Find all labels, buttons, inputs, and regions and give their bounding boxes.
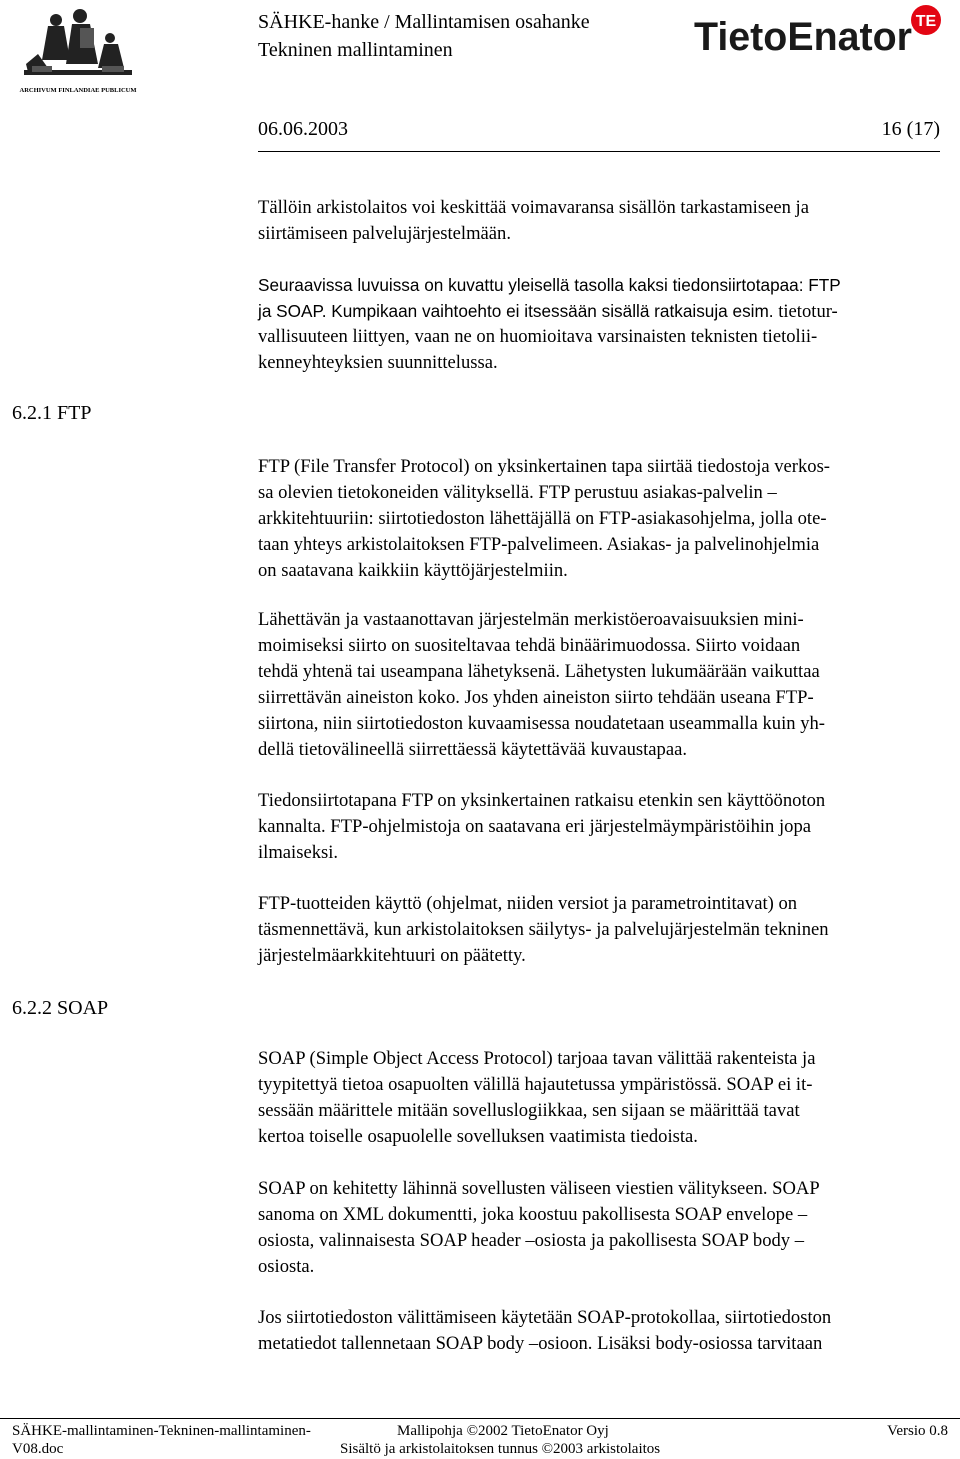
- footer-copyright: Sisältö ja arkistolaitoksen tunnus ©2003 arkistolaitos: [340, 1441, 661, 1457]
- text-line: sessään määrittele mitään sovelluslogiikkaa, sen sijaan se määrittää tavat: [258, 1100, 800, 1121]
- text-line: ja SOAP. Kumpikaan vaihtoehto ei itsessään sisällä ratkaisuja esim.: [258, 301, 774, 321]
- text-line: Seuraavissa luvuissa on kuvattu yleisellä tasolla kaksi tiedonsiirtotapaa: FTP: [258, 275, 841, 295]
- text-line: FTP (File Transfer Protocol) on yksinkertainen tapa siirtää tiedostoja verkos-: [258, 456, 831, 477]
- paragraph-ftp-definition: [258, 454, 948, 584]
- text-line: vallisuuteen liittyen, vaan ne on huomioitava varsinaisten teknisten tietolii-: [258, 326, 818, 347]
- text-line: FTP-tuotteiden käyttö (ohjelmat, niiden versiot ja parametrointitavat) on: [258, 893, 798, 914]
- text-line: tietotur-: [773, 301, 838, 322]
- text-line: osiosta.: [258, 1256, 315, 1277]
- text-line: Lähettävän ja vastaanottavan järjestelmän merkistöeroavaisuuksien mini-: [258, 609, 804, 630]
- text-line: siirtämiseen palvelujärjestelmään.: [258, 223, 511, 244]
- page-number: 16 (17): [881, 118, 940, 140]
- paragraph-ftp-simple: [258, 788, 948, 866]
- archive-logo: [18, 8, 138, 96]
- text-line: kannalta. FTP-ohjelmistoja on saatavana eri järjestelmäympäristöihin jopa: [258, 816, 812, 837]
- header-subtitle: Tekninen mallintaminen: [258, 39, 453, 61]
- text-line: kertoa toiselle osapuolelle sovelluksen vaatimista tiedoista.: [258, 1126, 698, 1147]
- brand-badge: TE: [915, 13, 937, 30]
- footer-filename-ext: V08.doc: [12, 1441, 64, 1457]
- paragraph-soap-metadata: [258, 1305, 948, 1357]
- text-line: sanoma on XML dokumentti, joka koostuu pakollisesta SOAP envelope –: [258, 1204, 808, 1225]
- section-heading-soap: 6.2.2 SOAP: [12, 997, 109, 1019]
- text-line: täsmennettävä, kun arkistolaitoksen säilytys- ja palvelujärjestelmän tekninen: [258, 919, 829, 940]
- text-line: Tiedonsiirtotapana FTP on yksinkertainen ratkaisu etenkin sen käyttöönoton: [258, 790, 826, 811]
- text-line: siirrettävän aineiston koko. Jos yhden aineiston siirto tehdään useana FTP-: [258, 687, 814, 708]
- text-line: dellä tietovälineellä siirrettäessä käytettävää kuvaustapaa.: [258, 739, 688, 760]
- text-line: SOAP on kehitetty lähinnä sovellusten väliseen viestien välitykseen. SOAP: [258, 1178, 820, 1199]
- text-line: kenneyhteyksien suunnittelussa.: [258, 352, 498, 373]
- paragraph-overview-cont: [258, 324, 948, 376]
- text-line: SOAP (Simple Object Access Protocol) tarjoaa tavan välittää rakenteista ja: [258, 1048, 816, 1069]
- header-title: SÄHKE-hanke / Mallintamisen osahanke: [258, 11, 590, 33]
- footer-filename: SÄHKE-mallintaminen-Tekninen-mallintaminen-: [12, 1423, 311, 1439]
- paragraph-ftp-products: [258, 891, 948, 969]
- text-line: Jos siirtotiedoston välittämiseen käytetään SOAP-protokollaa, siirtotiedoston: [258, 1307, 832, 1328]
- text-line: sa olevien tietokoneiden välityksellä. FTP perustuu asiakas-palvelin –: [258, 482, 777, 503]
- section-heading-ftp: 6.2.1 FTP: [12, 402, 92, 424]
- text-line: Tällöin arkistolaitos voi keskittää voimavaransa sisällön tarkastamiseen ja: [258, 197, 809, 218]
- text-line: arkkitehtuuriin: siirtotiedoston lähettäjällä on FTP-asiakasohjelma, jolla ote-: [258, 508, 827, 529]
- text-line: taan yhteys arkistolaitoksen FTP-palvelimeen. Asiakas- ja palvelinohjelmia: [258, 534, 820, 555]
- footer-divider: [0, 1418, 960, 1419]
- text-line: metatiedot tallennetaan SOAP body –osioon. Lisäksi body-osiossa tarvitaan: [258, 1333, 823, 1354]
- header-divider: [258, 151, 940, 152]
- paragraph-soap-message: [258, 1176, 948, 1280]
- text-line: siirtona, niin siirtotiedoston kuvaamisessa noudatetaan useammalla kuin yh-: [258, 713, 825, 734]
- paragraph-intro: [258, 195, 948, 247]
- footer-version: Versio 0.8: [887, 1423, 948, 1439]
- paragraph-ftp-transfer: [258, 607, 948, 763]
- paragraph-overview: [258, 272, 948, 325]
- text-line: ilmaiseksi.: [258, 842, 339, 863]
- paragraph-soap-definition: [258, 1046, 948, 1150]
- tietoenator-logo: [694, 4, 944, 56]
- footer-template: Mallipohja ©2002 TietoEnator Oyj: [397, 1423, 609, 1439]
- text-line: moimiseksi siirto on suositeltavaa tehdä binäärimuodossa. Siirto voidaan: [258, 635, 801, 656]
- text-line: tyypitettyä tietoa osapuolten välillä hajautetussa ympäristössä. SOAP ei it-: [258, 1074, 813, 1095]
- document-date: 06.06.2003: [258, 118, 348, 140]
- text-line: osiosta, valinnaisesta SOAP header –osiosta ja pakollisesta SOAP body –: [258, 1230, 805, 1251]
- archive-logo-text: ARCHIVUM FINLANDIAE PUBLICUM: [19, 87, 137, 94]
- text-line: järjestelmäarkkitehtuuri on päätetty.: [258, 945, 526, 966]
- text-line: tehdä yhtenä tai useampana lähetyksenä. Lähetysten lukumäärään vaikuttaa: [258, 661, 820, 682]
- brand-name: TietoEnator: [694, 15, 912, 56]
- text-line: on saatavana kaikkiin käyttöjärjestelmiin.: [258, 560, 568, 581]
